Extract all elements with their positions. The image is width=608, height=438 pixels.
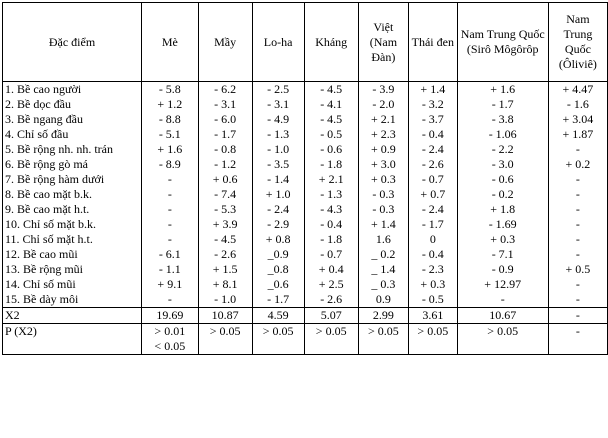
table-cell: -	[167, 172, 172, 186]
table-cell: - 5.8	[158, 82, 181, 96]
feature-label: 5. Bề rộng nh. nh. trán	[5, 142, 113, 156]
me-column	[142, 82, 199, 308]
table-cell: - 1.69	[488, 217, 517, 231]
table-cell: -	[575, 187, 580, 201]
header-cell: Việt (Nam Đàn)	[358, 3, 408, 82]
table-cell: - 8.9	[158, 157, 181, 171]
table-cell: - 1.8	[320, 157, 343, 171]
lo-ha-column	[252, 82, 304, 308]
table-cell: - 0.4	[421, 247, 444, 261]
feature-label: 6. Bề rộng gò má	[5, 157, 88, 171]
table-cell: + 2.1	[318, 172, 344, 186]
p-value	[409, 324, 458, 355]
p-value-line: > 0.05	[315, 324, 347, 338]
khang-column	[304, 82, 358, 308]
header-cell: Mè	[142, 3, 199, 82]
table-cell: - 0.4	[421, 127, 444, 141]
table-cell: + 2.3	[370, 127, 396, 141]
table-cell: + 1.6	[490, 82, 516, 96]
table-cell: - 0.7	[421, 172, 444, 186]
table-cell: - 3.9	[372, 82, 395, 96]
table-cell: - 0.6	[491, 172, 514, 186]
p-value-line: > 0.05	[487, 324, 519, 338]
table-cell: - 3.8	[491, 112, 514, 126]
header-row	[3, 3, 608, 82]
table-cell: _ 0.3	[371, 277, 396, 291]
p-value	[457, 324, 548, 355]
table-cell: -	[167, 217, 172, 231]
table-cell: - 1.2	[214, 157, 237, 171]
table-cell: - 4.5	[320, 112, 343, 126]
p-value-line: > 0.01	[154, 324, 186, 338]
table-cell: - 0.6	[320, 142, 343, 156]
header-cell: Mầy	[198, 3, 252, 82]
p-value-line: < 0.05	[154, 339, 186, 353]
table-cell: - 2.4	[267, 202, 290, 216]
x2-value: 10.87	[198, 308, 252, 324]
header-cell: Nam Trung Quốc (Sirô Môgôrôp	[457, 3, 548, 82]
feature-label-column	[3, 82, 142, 308]
table-cell: - 6.1	[158, 247, 181, 261]
table-cell: -	[500, 292, 505, 306]
feature-label: 4. Chỉ số đầu	[5, 127, 69, 141]
table-cell: - 4.5	[320, 82, 343, 96]
p-value-line: > 0.05	[367, 324, 399, 338]
table-cell: - 6.0	[214, 112, 237, 126]
table-cell: - 1.3	[267, 127, 290, 141]
table-cell: -	[575, 232, 580, 246]
feature-label: 11. Chỉ số mặt h.t.	[5, 232, 93, 246]
table-cell: - 2.9	[267, 217, 290, 231]
table-cell: -	[575, 247, 580, 261]
table-cell: -	[575, 142, 580, 156]
table-cell: - 2.5	[267, 82, 290, 96]
x2-value: -	[548, 308, 607, 324]
table-cell: - 0.4	[320, 217, 343, 231]
p-value-line: -	[575, 324, 580, 338]
table-cell: + 1.2	[157, 97, 183, 111]
x2-value: 4.59	[252, 308, 304, 324]
x2-row	[3, 308, 608, 324]
comparison-table	[2, 2, 608, 355]
p-value	[548, 324, 607, 355]
table-cell: - 2.4	[421, 202, 444, 216]
header-cell: Kháng	[304, 3, 358, 82]
table-cell: - 4.5	[214, 232, 237, 246]
table-cell: 0.9	[375, 292, 391, 306]
feature-label: 13. Bề rộng mũi	[5, 262, 83, 276]
header-cell: Lo-ha	[252, 3, 304, 82]
table-cell: + 8.1	[212, 277, 238, 291]
table-cell: - 0.5	[320, 127, 343, 141]
table-cell: - 2.6	[214, 247, 237, 261]
table-cell: + 1.87	[562, 127, 594, 141]
table-cell: - 1.7	[491, 97, 514, 111]
table-cell: - 0.3	[372, 187, 395, 201]
p-row	[3, 324, 608, 355]
x2-value: 2.99	[358, 308, 408, 324]
table-cell: - 3.5	[267, 157, 290, 171]
feature-label: 1. Bề cao người	[5, 82, 82, 96]
table-cell: - 1.8	[320, 232, 343, 246]
table-cell: + 1.0	[265, 187, 291, 201]
table-cell: - 5.1	[158, 127, 181, 141]
table-cell: - 0.3	[372, 202, 395, 216]
table-cell: - 6.2	[214, 82, 237, 96]
table-cell: - 2.2	[491, 142, 514, 156]
table-cell: + 0.8	[265, 232, 291, 246]
table-cell: -	[167, 202, 172, 216]
table-cell: + 4.47	[562, 82, 594, 96]
table-cell: + 1.6	[157, 142, 183, 156]
table-cell: - 4.9	[267, 112, 290, 126]
p-value	[304, 324, 358, 355]
p-value-line: > 0.05	[417, 324, 449, 338]
table-cell: - 4.3	[320, 202, 343, 216]
x2-value: 5.07	[304, 308, 358, 324]
table-cell: - 3.7	[421, 112, 444, 126]
table-cell: - 1.6	[566, 97, 589, 111]
table-cell: + 0.6	[212, 172, 238, 186]
x2-value: 19.69	[142, 308, 199, 324]
table-cell: - 1.3	[320, 187, 343, 201]
table-cell: + 3.9	[212, 217, 238, 231]
table-cell: - 1.4	[267, 172, 290, 186]
table-cell: + 1.4	[370, 217, 396, 231]
feature-label: 15. Bề dày môi	[5, 292, 79, 306]
header-cell: Thái đen	[409, 3, 458, 82]
x2-label: X2	[3, 308, 142, 324]
nam-trung-quoc-sirot-column	[457, 82, 548, 308]
table-cell: - 7.4	[214, 187, 237, 201]
feature-label: 9. Bề cao mặt h.t.	[5, 202, 90, 216]
table-cell: + 2.5	[318, 277, 344, 291]
table-cell: - 1.0	[267, 142, 290, 156]
table-cell: + 0.3	[420, 277, 446, 291]
table-cell: -	[575, 277, 580, 291]
table-cell: - 2.0	[372, 97, 395, 111]
thai-den-column	[409, 82, 458, 308]
table-cell: -	[575, 217, 580, 231]
table-cell: - 1.7	[267, 292, 290, 306]
p-value	[198, 324, 252, 355]
table-cell: - 0.9	[491, 262, 514, 276]
table-cell: - 2.4	[421, 142, 444, 156]
viet-nam-dan-column	[358, 82, 408, 308]
data-rows-block	[3, 82, 608, 308]
table-cell: - 2.6	[320, 292, 343, 306]
table-cell: _0.8	[267, 262, 289, 276]
table-body	[3, 82, 608, 355]
table-cell: -	[167, 187, 172, 201]
table-cell: + 3.0	[370, 157, 396, 171]
table-cell: - 1.0	[214, 292, 237, 306]
table-cell: + 0.3	[490, 232, 516, 246]
table-cell: - 3.2	[421, 97, 444, 111]
x2-value: 10.67	[457, 308, 548, 324]
table-cell: - 8.8	[158, 112, 181, 126]
feature-label: 3. Bề ngang đầu	[5, 112, 83, 126]
nam-trung-quoc-olivie-column	[548, 82, 607, 308]
table-cell: - 0.2	[491, 187, 514, 201]
p-value	[142, 324, 199, 355]
table-cell: + 1.5	[212, 262, 238, 276]
table-cell: - 0.5	[421, 292, 444, 306]
table-cell: 1.6	[375, 232, 391, 246]
table-cell: _0.9	[267, 247, 289, 261]
table-cell: + 0.3	[370, 172, 396, 186]
feature-label: 7. Bề rộng hàm dưới	[5, 172, 105, 186]
table-cell: -	[167, 292, 172, 306]
table-cell: - 1.7	[421, 217, 444, 231]
table-cell: _ 0.2	[371, 247, 396, 261]
table-cell: - 2.3	[421, 262, 444, 276]
table-cell: - 3.1	[214, 97, 237, 111]
table-cell: + 0.4	[318, 262, 344, 276]
table-cell: - 5.3	[214, 202, 237, 216]
feature-label: 8. Bề cao mặt b.k.	[5, 187, 92, 201]
table-cell: - 3.1	[267, 97, 290, 111]
header-cell: Đặc điểm	[3, 3, 142, 82]
header-cell: Nam Trung Quốc (Ôliviê)	[548, 3, 607, 82]
table-cell: - 4.1	[320, 97, 343, 111]
table-cell: + 12.97	[484, 277, 522, 291]
table-cell: + 1.8	[490, 202, 516, 216]
table-cell: -	[575, 172, 580, 186]
table-cell: + 0.7	[420, 187, 446, 201]
p-value	[252, 324, 304, 355]
table-cell: + 0.2	[565, 157, 591, 171]
p-value-line: > 0.05	[262, 324, 294, 338]
table-cell: -	[575, 202, 580, 216]
feature-label: 12. Bề cao mũi	[5, 247, 78, 261]
table-cell: - 2.6	[421, 157, 444, 171]
table-cell: - 7.1	[491, 247, 514, 261]
table-cell: _ 1.4	[371, 262, 396, 276]
table-cell: - 3.0	[491, 157, 514, 171]
p-value-line: > 0.05	[209, 324, 241, 338]
table-cell: + 0.5	[565, 262, 591, 276]
p-label: P (X2)	[3, 324, 142, 355]
feature-label: 14. Chỉ số mũi	[5, 277, 76, 291]
table-cell: - 0.7	[320, 247, 343, 261]
table-cell: 0	[429, 232, 436, 246]
table-cell: + 2.1	[370, 112, 396, 126]
p-value	[358, 324, 408, 355]
feature-label: 2. Bề dọc đầu	[5, 97, 71, 111]
table-cell: - 1.06	[488, 127, 517, 141]
table-cell: -	[167, 232, 172, 246]
table-cell: - 1.1	[158, 262, 181, 276]
x2-value: 3.61	[409, 308, 458, 324]
table-cell: + 1.4	[420, 82, 446, 96]
may-column	[198, 82, 252, 308]
table-cell: - 1.7	[214, 127, 237, 141]
table-cell: -	[575, 292, 580, 306]
table-cell: - 0.8	[214, 142, 237, 156]
table-cell: + 0.9	[370, 142, 396, 156]
table-cell: + 3.04	[562, 112, 594, 126]
feature-label: 10. Chỉ số mặt b.k.	[5, 217, 97, 231]
table-cell: _0.6	[267, 277, 289, 291]
table-cell: + 9.1	[157, 277, 183, 291]
